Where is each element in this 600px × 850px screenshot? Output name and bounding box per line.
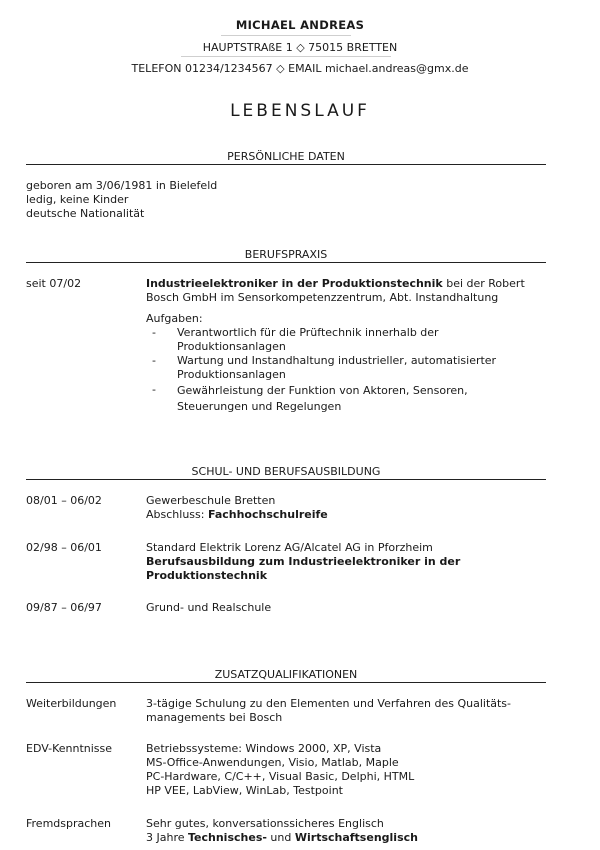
name-underline — [221, 35, 351, 36]
section-heading-experience: BERUFSPRAXIS — [244, 248, 328, 261]
task-item-line: Produktionsanlagen — [177, 368, 286, 381]
it-skills-label: EDV-Kenntnisse — [26, 742, 113, 755]
section-rule-education — [26, 479, 546, 480]
section-rule-experience — [26, 262, 546, 263]
education-entry — [146, 494, 546, 522]
training-line: managements bei Bosch — [146, 711, 283, 724]
personal-details — [26, 179, 526, 221]
it-skills-details — [146, 742, 546, 798]
address-underline — [181, 56, 391, 57]
experience-period: seit 07/02 — [26, 277, 82, 290]
section-heading-personal: PERSÖNLICHE DATEN — [227, 150, 345, 163]
training-details — [146, 697, 546, 725]
it-skill-line: MS-Office-Anwendungen, Visio, Matlab, Maple — [146, 756, 399, 769]
it-skill-line: Betriebssysteme: Windows 2000, XP, Vista — [146, 742, 382, 755]
task-item-line: Produktionsanlagen — [177, 340, 286, 353]
training-label: Weiterbildungen — [26, 697, 117, 710]
section-rule-personal — [26, 164, 546, 165]
it-skill-line: HP VEE, LabView, WinLab, Testpoint — [146, 784, 343, 797]
language-duration: 3 Jahre — [146, 831, 188, 844]
personal-nationality: deutsche Nationalität — [26, 207, 145, 220]
education-period: 09/87 – 06/97 — [26, 601, 102, 614]
task-item — [177, 383, 537, 415]
language-business: Wirtschaftsenglisch — [294, 831, 418, 844]
experience-role-employer: Bosch GmbH im Sensorkompetenzzentrum, Abt. Instandhaltung — [146, 291, 499, 304]
task-item-line: Steuerungen und Regelungen — [177, 400, 342, 413]
language-technical: Technisches- — [188, 831, 267, 844]
education-degree-prefix: Abschluss: — [146, 508, 208, 521]
training-line: 3-tägige Schulung zu den Elementen und Verfahren des Qualitäts- — [146, 697, 512, 710]
section-heading-education: SCHUL- UND BERUFSAUSBILDUNG — [191, 465, 381, 478]
section-rule-qualifications — [26, 682, 546, 683]
address-line: HAUPTSTRAßE 1 ◇ 75015 BRETTEN — [202, 41, 398, 54]
task-bullet: - — [152, 326, 156, 339]
it-skill-line: PC-Hardware, C/C++, Visual Basic, Delphi, HTML — [146, 770, 415, 783]
education-degree: Fachhochschulreife — [207, 508, 328, 521]
language-line: Sehr gutes, konversationssicheres Englisch — [146, 817, 384, 830]
personal-birth: geboren am 3/06/1981 in Bielefeld — [26, 179, 218, 192]
task-item-line: Verantwortlich für die Prüftechnik innerhalb der — [177, 326, 439, 339]
task-item-line: Wartung und Instandhaltung industrieller, automatisierter — [177, 354, 497, 367]
education-degree: Berufsausbildung zum Industrieelektroniker in der — [146, 555, 461, 568]
education-school: Gewerbeschule Bretten — [146, 494, 276, 507]
experience-role-title: Industrieelektroniker in der Produktionstechnik — [146, 277, 443, 290]
task-item — [177, 354, 537, 382]
section-heading-qualifications: ZUSATZQUALIFIKATIONEN — [214, 668, 358, 681]
experience-role-employer-start: bei der Robert — [442, 277, 525, 290]
task-item-line: Gewährleistung der Funktion von Aktoren, Sensoren, — [177, 384, 468, 397]
experience-tasks-label: Aufgaben: — [146, 312, 203, 325]
languages-label: Fremdsprachen — [26, 817, 112, 830]
task-item — [177, 326, 537, 354]
language-and: und — [266, 831, 295, 844]
personal-status: ledig, keine Kinder — [26, 193, 129, 206]
education-period: 02/98 – 06/01 — [26, 541, 102, 554]
languages-details — [146, 817, 546, 845]
document-title: LEBENSLAUF — [230, 101, 370, 121]
task-bullet: - — [152, 354, 156, 367]
experience-role — [146, 277, 546, 305]
education-period: 08/01 – 06/02 — [26, 494, 102, 507]
task-bullet: - — [152, 383, 156, 396]
applicant-name: MICHAEL ANDREAS — [235, 18, 365, 32]
contact-line: TELEFON 01234/1234567 ◇ EMAIL michael.andreas@gmx.de — [131, 62, 469, 75]
education-entry — [146, 541, 546, 583]
education-school: Grund- und Realschule — [146, 601, 272, 614]
education-school: Standard Elektrik Lorenz AG/Alcatel AG in Pforzheim — [146, 541, 433, 554]
education-degree-cont: Produktionstechnik — [146, 569, 268, 582]
